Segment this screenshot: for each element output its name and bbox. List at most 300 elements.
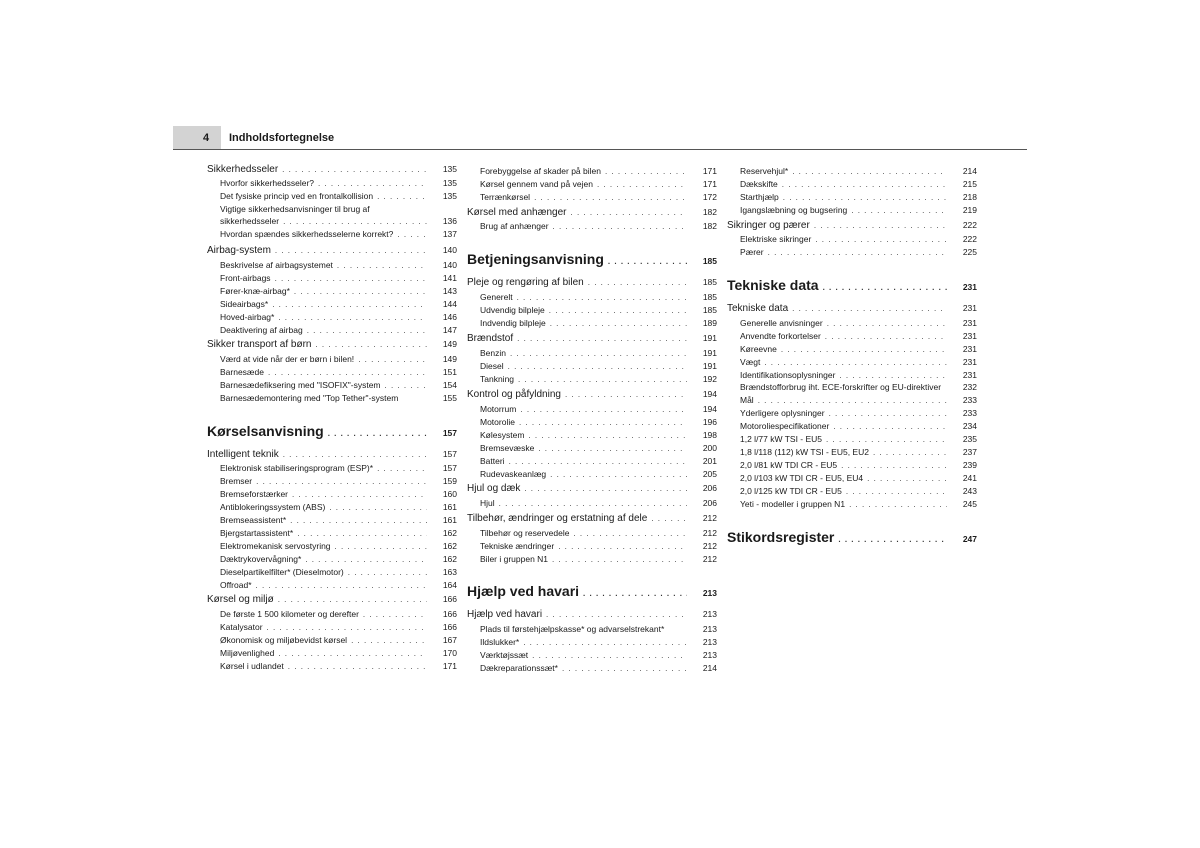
toc-page-number: 200 — [702, 443, 717, 453]
toc-dot-leader — [873, 449, 947, 457]
toc-dot-leader — [758, 397, 947, 405]
toc-dot-leader — [363, 611, 427, 619]
toc-dot-leader — [283, 451, 427, 459]
toc-subentry — [727, 435, 977, 444]
toc-page-number: 137 — [442, 229, 457, 239]
toc-dot-leader — [348, 569, 427, 577]
toc-page-number: 231 — [962, 282, 977, 292]
toc-subentry — [207, 274, 457, 283]
toc-entry-title: Kørsel gennem vand på vejen — [480, 179, 593, 189]
toc-subentry — [467, 499, 717, 508]
toc-dot-leader — [827, 320, 947, 328]
toc-subentry — [207, 662, 457, 671]
toc-dot-leader — [608, 258, 687, 266]
toc-dot-leader — [385, 382, 427, 390]
toc-page-number: 234 — [962, 421, 977, 431]
toc-dot-leader — [783, 194, 947, 202]
toc-dot-leader — [278, 314, 427, 322]
toc-subentry — [467, 470, 717, 479]
toc-subentry — [207, 287, 457, 296]
toc-entry-title: Brændstof — [467, 333, 514, 344]
toc-page-number: 231 — [962, 370, 977, 380]
toc-page-number: 185 — [702, 292, 717, 302]
toc-entry-title: Betjeningsanvisning — [467, 251, 604, 267]
toc-entry-title: Dækreparationssæt* — [480, 663, 558, 673]
toc-page-number: 155 — [442, 393, 457, 403]
toc-subentry — [467, 180, 717, 189]
toc-page-number: 157 — [442, 449, 457, 459]
toc-section-heading — [727, 278, 977, 292]
toc-subentry — [467, 555, 717, 564]
toc-entry-title: Fører-knæ-airbag* — [220, 286, 290, 296]
toc-subentry — [467, 319, 717, 328]
toc-entry-title: Hjul — [480, 498, 495, 508]
toc-dot-leader — [815, 236, 947, 244]
toc-chapter-entry — [467, 484, 717, 494]
toc-page-number: 245 — [962, 499, 977, 509]
toc-entry-title: Diesel — [480, 361, 504, 371]
toc-page-number: 160 — [442, 489, 457, 499]
toc-subentry — [467, 405, 717, 414]
toc-subentry — [207, 394, 457, 403]
toc-entry-title: Airbag-system — [207, 245, 271, 256]
toc-dot-leader — [841, 462, 947, 470]
toc-dot-leader — [573, 530, 687, 538]
toc-entry-title: Indvendig bilpleje — [480, 318, 546, 328]
toc-dot-leader — [520, 406, 687, 414]
toc-subentry — [727, 487, 977, 496]
toc-entry-title: 2,0 l/125 kW TDI CR - EU5 — [740, 486, 842, 496]
toc-entry-title: Bremseassistent* — [220, 515, 287, 525]
toc-subentry — [207, 529, 457, 538]
toc-entry-title: Identifikationsoplysninger — [740, 370, 836, 380]
toc-entry-title: Tekniske data — [727, 303, 789, 314]
toc-entry-title: Bremser — [220, 476, 253, 486]
toc-entry-title: Generelle anvisninger — [740, 318, 823, 328]
toc-dot-leader — [781, 346, 947, 354]
toc-page-number: 206 — [702, 483, 717, 493]
toc-entry-title: Hjul og dæk — [467, 483, 521, 494]
toc-entry-title: Motoroliespecifikationer — [740, 421, 830, 431]
toc-subentry — [727, 235, 977, 244]
toc-subentry — [207, 649, 457, 658]
toc-page-number: 191 — [702, 361, 717, 371]
toc-entry-title: Værd at vide når der er børn i bilen! — [220, 354, 355, 364]
toc-dot-leader — [377, 193, 427, 201]
toc-dot-leader — [851, 207, 947, 215]
toc-subentry — [207, 636, 457, 645]
toc-dot-leader — [328, 430, 427, 438]
toc-subentry — [207, 555, 457, 564]
toc-page-number: 231 — [962, 344, 977, 354]
toc-dot-leader — [833, 423, 947, 431]
toc-entry-title: Tekniske data — [727, 277, 819, 293]
page-number-tab — [173, 126, 221, 150]
toc-subentry — [207, 179, 457, 188]
toc-dot-leader — [550, 320, 687, 328]
header-rule — [173, 149, 1027, 150]
toc-dot-leader — [532, 652, 687, 660]
toc-page-number: 212 — [702, 528, 717, 538]
toc-subentry — [467, 418, 717, 427]
toc-entry-title: Generelt — [480, 292, 513, 302]
toc-page-number: 157 — [442, 463, 457, 473]
toc-page-number: 166 — [442, 609, 457, 619]
toc-subentry — [727, 345, 977, 354]
toc-dot-leader — [510, 350, 687, 358]
toc-subentry — [727, 358, 977, 367]
toc-subentry — [207, 217, 457, 226]
toc-dot-leader — [768, 249, 947, 257]
toc-subentry — [727, 422, 977, 431]
toc-entry-title: Forebyggelse af skader på bilen — [480, 166, 601, 176]
toc-page-number: 194 — [702, 404, 717, 414]
toc-subentry — [467, 542, 717, 551]
toc-dot-leader — [499, 500, 687, 508]
toc-page-number: 225 — [962, 247, 977, 257]
toc-chapter-entry — [207, 450, 457, 460]
toc-subentry — [467, 306, 717, 315]
toc-page-number: 212 — [702, 554, 717, 564]
toc-subentry — [467, 362, 717, 371]
toc-page-number: 164 — [442, 580, 457, 590]
toc-page-number: 231 — [962, 331, 977, 341]
toc-dot-leader — [351, 637, 427, 645]
toc-entry-title: 2,0 l/103 kW TDI CR - EU5, EU4 — [740, 473, 864, 483]
toc-subentry — [207, 300, 457, 309]
toc-subentry — [467, 444, 717, 453]
toc-page-number: 205 — [702, 469, 717, 479]
toc-subentry — [207, 542, 457, 551]
toc-dot-leader — [297, 530, 427, 538]
toc-entry-title: Offroad* — [220, 580, 252, 590]
toc-dot-leader — [558, 543, 687, 551]
toc-entry-title: Kontrol og påfyldning — [467, 389, 561, 400]
toc-page-number: 213 — [702, 588, 717, 598]
toc-subentry — [727, 500, 977, 509]
toc-entry-title: Kørsel i udlandet — [220, 661, 284, 671]
toc-chapter-entry — [467, 610, 717, 620]
toc-entry-title: Sikker transport af børn — [207, 339, 312, 350]
toc-subentry — [727, 167, 977, 176]
toc-entry-title: Hjælp ved havari — [467, 609, 543, 620]
toc-dot-leader — [318, 180, 427, 188]
toc-entry-title: Økonomisk og miljøbevidst kørsel — [220, 635, 348, 645]
toc-dot-leader — [846, 488, 947, 496]
toc-dot-leader — [782, 181, 947, 189]
toc-entry-title: Stikordsregister — [727, 529, 835, 545]
toc-dot-leader — [519, 419, 687, 427]
toc-page-number: 162 — [442, 541, 457, 551]
toc-entry-title: Sikkerhedsseler — [207, 164, 279, 175]
toc-subentry — [727, 371, 977, 380]
toc-dot-leader — [256, 582, 427, 590]
toc-subentry — [467, 664, 717, 673]
toc-page-number: 182 — [702, 207, 717, 217]
toc-dot-leader — [565, 391, 687, 399]
toc-page-number: 196 — [702, 417, 717, 427]
toc-subentry — [207, 477, 457, 486]
toc-page-number: 166 — [442, 594, 457, 604]
toc-dot-leader — [290, 517, 427, 525]
toc-page-number: 218 — [962, 192, 977, 202]
toc-page-number: 151 — [442, 367, 457, 377]
toc-page-number: 170 — [442, 648, 457, 658]
toc-dot-leader — [517, 335, 687, 343]
toc-dot-leader — [528, 432, 687, 440]
toc-dot-leader — [337, 262, 427, 270]
toc-dot-leader — [278, 596, 427, 604]
toc-entry-title: Antiblokeringssystem (ABS) — [220, 502, 326, 512]
toc-dot-leader — [792, 305, 947, 313]
toc-dot-leader — [508, 363, 687, 371]
toc-page-number: 167 — [442, 635, 457, 645]
toc-subentry — [727, 448, 977, 457]
toc-page-number: 222 — [962, 234, 977, 244]
toc-dot-leader — [524, 485, 687, 493]
toc-entry-title: Motorrum — [480, 404, 517, 414]
page-title: Indholdsfortegnelse — [229, 132, 335, 144]
toc-subentry — [727, 383, 977, 392]
toc-subentry — [207, 464, 457, 473]
toc-page-number: 247 — [962, 534, 977, 544]
toc-entry-title: Hvordan spændes sikkerhedsselerne korrekt? — [220, 229, 394, 239]
toc-entry-title: Hvorfor sikkerhedsseler? — [220, 178, 315, 188]
toc-page-number: 231 — [962, 303, 977, 313]
toc-entry-title: Terrænkørsel — [480, 192, 531, 202]
toc-entry-title: Bremsevæske — [480, 443, 535, 453]
toc-page-number: 213 — [702, 624, 717, 634]
toc-chapter-entry — [467, 514, 717, 524]
toc-page-number: 140 — [442, 260, 457, 270]
toc-page-number: 213 — [702, 650, 717, 660]
toc-dot-leader — [517, 294, 687, 302]
toc-subentry — [467, 638, 717, 647]
toc-dot-leader — [550, 471, 687, 479]
toc-subentry — [207, 516, 457, 525]
toc-page-number: 162 — [442, 528, 457, 538]
toc-entry-title: Tankning — [480, 374, 515, 384]
toc-subentry — [727, 248, 977, 257]
toc-subentry — [207, 623, 457, 632]
toc-subentry — [467, 651, 717, 660]
toc-entry-title: Bremseforstærker — [220, 489, 289, 499]
toc-page-number: 243 — [962, 486, 977, 496]
toc-subentry — [467, 375, 717, 384]
toc-entry-title: Udvendig bilpleje — [480, 305, 545, 315]
toc-subentry — [727, 180, 977, 189]
toc-dot-leader — [849, 501, 947, 509]
toc-subentry — [727, 319, 977, 328]
toc-dot-leader — [335, 543, 427, 551]
toc-dot-leader — [518, 376, 687, 384]
toc-subentry — [207, 355, 457, 364]
toc-dot-leader — [283, 218, 427, 226]
toc-section-heading — [207, 424, 457, 438]
toc-chapter-entry — [467, 208, 717, 218]
toc-dot-leader — [839, 372, 947, 380]
toc-dot-leader — [288, 663, 427, 671]
toc-dot-leader — [553, 223, 687, 231]
toc-page-number: 231 — [962, 318, 977, 328]
toc-entry-title: Miljøvenlighed — [220, 648, 275, 658]
toc-page-number: 233 — [962, 408, 977, 418]
toc-page-number: 241 — [962, 473, 977, 483]
toc-subentry — [207, 368, 457, 377]
toc-page-number: 143 — [442, 286, 457, 296]
toc-dot-leader — [538, 445, 687, 453]
toc-dot-leader — [305, 556, 427, 564]
toc-entry-title: Biler i gruppen N1 — [480, 554, 549, 564]
toc-entry-title: Værktøjssæt — [480, 650, 529, 660]
toc-dot-leader — [294, 288, 427, 296]
toc-entry-title: Dieselpartikelfilter* (Dieselmotor) — [220, 567, 344, 577]
toc-page-number: 185 — [702, 256, 717, 266]
toc-entry-title: Kørselsanvisning — [207, 423, 324, 439]
toc-page-number: 191 — [702, 333, 717, 343]
toc-page-number: 162 — [442, 554, 457, 564]
toc-subentry — [727, 396, 977, 405]
toc-page-number: 147 — [442, 325, 457, 335]
toc-entry-title: Katalysator — [220, 622, 263, 632]
toc-entry-title: Kølesystem — [480, 430, 525, 440]
toc-page-number: 219 — [962, 205, 977, 215]
toc-dot-leader — [825, 333, 947, 341]
toc-page-number: 239 — [962, 460, 977, 470]
toc-entry-title: Plads til førstehjælpskasse* og advarselstrekant* — [480, 624, 665, 634]
toc-dot-leader — [509, 458, 687, 466]
toc-subentry — [207, 326, 457, 335]
toc-subentry — [207, 490, 457, 499]
toc-subentry — [727, 193, 977, 202]
toc-entry-title: Vigtige sikkerhedsanvisninger til brug af — [220, 204, 370, 214]
toc-subentry — [207, 568, 457, 577]
toc-subentry — [467, 222, 717, 231]
toc-entry-title: Barnesædemontering med "Top Tether"-system — [220, 393, 399, 403]
toc-entry-title: Sikringer og pærer — [727, 220, 810, 231]
toc-page-number: 206 — [702, 498, 717, 508]
toc-page-number: 189 — [702, 318, 717, 328]
toc-entry-title: Beskrivelse af airbagsystemet — [220, 260, 333, 270]
toc-dot-leader — [268, 369, 427, 377]
toc-subentry — [207, 205, 457, 214]
toc-dot-leader — [358, 356, 427, 364]
toc-chapter-entry — [207, 165, 457, 175]
toc-entry-title: Reservehjul* — [740, 166, 789, 176]
toc-dot-leader — [549, 307, 687, 315]
toc-dot-leader — [315, 341, 427, 349]
toc-entry-title: Mål — [740, 395, 754, 405]
toc-page-number: 171 — [442, 661, 457, 671]
toc-entry-title: Igangslæbning og bugsering — [740, 205, 848, 215]
toc-dot-leader — [377, 465, 427, 473]
toc-entry-title: Yderligere oplysninger — [740, 408, 825, 418]
toc-chapter-entry — [467, 390, 717, 400]
toc-subentry — [467, 167, 717, 176]
toc-chapter-entry — [207, 340, 457, 350]
toc-chapter-entry — [727, 304, 977, 314]
toc-section-heading — [727, 530, 977, 544]
toc-page-number: 149 — [442, 339, 457, 349]
toc-subentry — [467, 457, 717, 466]
toc-entry-title: Dæktrykovervågning* — [220, 554, 302, 564]
toc-entry-title: Benzin — [480, 348, 506, 358]
toc-dot-leader — [651, 515, 687, 523]
toc-page-number: 222 — [962, 220, 977, 230]
toc-page-number: 135 — [442, 164, 457, 174]
toc-page-number: 140 — [442, 245, 457, 255]
toc-page-number: 159 — [442, 476, 457, 486]
toc-subentry — [467, 625, 717, 634]
toc-entry-title: Pærer — [740, 247, 764, 257]
toc-entry-title: Kørsel med anhænger — [467, 207, 567, 218]
toc-entry-title: Barnesæde — [220, 367, 264, 377]
toc-entry-title: Starthjælp — [740, 192, 779, 202]
toc-entry-title: Elektriske sikringer — [740, 234, 812, 244]
toc-dot-leader — [764, 359, 947, 367]
toc-page-number: 214 — [702, 663, 717, 673]
toc-page-number: 192 — [702, 374, 717, 384]
toc-entry-title: Elektromekanisk servostyring — [220, 541, 331, 551]
toc-entry-title: Tekniske ændringer — [480, 541, 555, 551]
toc-page-number: 237 — [962, 447, 977, 457]
toc-subentry — [207, 503, 457, 512]
toc-subentry — [727, 474, 977, 483]
toc-page-number: 161 — [442, 515, 457, 525]
toc-dot-leader — [792, 168, 947, 176]
toc-dot-leader — [571, 209, 688, 217]
toc-page-number: 171 — [702, 166, 717, 176]
toc-dot-leader — [267, 624, 427, 632]
toc-subentry — [207, 313, 457, 322]
toc-page-number: 154 — [442, 380, 457, 390]
toc-entry-title: Yeti - modeller i gruppen N1 — [740, 499, 846, 509]
toc-page-number: 172 — [702, 192, 717, 202]
toc-dot-leader — [278, 650, 427, 658]
toc-page-number: 161 — [442, 502, 457, 512]
toc-subentry — [207, 381, 457, 390]
toc-dot-leader — [307, 327, 427, 335]
toc-entry-title: Brændstofforbrug iht. ECE-forskrifter og EU-direktiver — [740, 382, 942, 392]
toc-dot-leader — [282, 166, 427, 174]
toc-page-number: 182 — [702, 221, 717, 231]
toc-dot-leader — [275, 247, 427, 255]
toc-page-number: 232 — [962, 382, 977, 392]
toc-entry-title: Køreevne — [740, 344, 777, 354]
toc-dot-leader — [867, 475, 947, 483]
toc-page-number: 163 — [442, 567, 457, 577]
toc-page-number: 214 — [962, 166, 977, 176]
toc-dot-leader — [826, 436, 947, 444]
toc-section-heading — [467, 252, 717, 266]
toc-dot-leader — [256, 478, 427, 486]
toc-subentry — [727, 332, 977, 341]
toc-page-number: 194 — [702, 389, 717, 399]
toc-entry-title: Deaktivering af airbag — [220, 325, 303, 335]
toc-chapter-entry — [467, 278, 717, 288]
toc-entry-title: Hoved-airbag* — [220, 312, 275, 322]
toc-dot-leader — [534, 194, 687, 202]
toc-page-number: 166 — [442, 622, 457, 632]
toc-dot-leader — [292, 491, 427, 499]
toc-page-number: 136 — [442, 216, 457, 226]
toc-entry-title: Intelligent teknik — [207, 449, 279, 460]
toc-page-number: 201 — [702, 456, 717, 466]
toc-subentry — [207, 261, 457, 270]
toc-chapter-entry — [207, 246, 457, 256]
toc-entry-title: Tilbehør og reservedele — [480, 528, 570, 538]
toc-dot-leader — [838, 536, 947, 544]
